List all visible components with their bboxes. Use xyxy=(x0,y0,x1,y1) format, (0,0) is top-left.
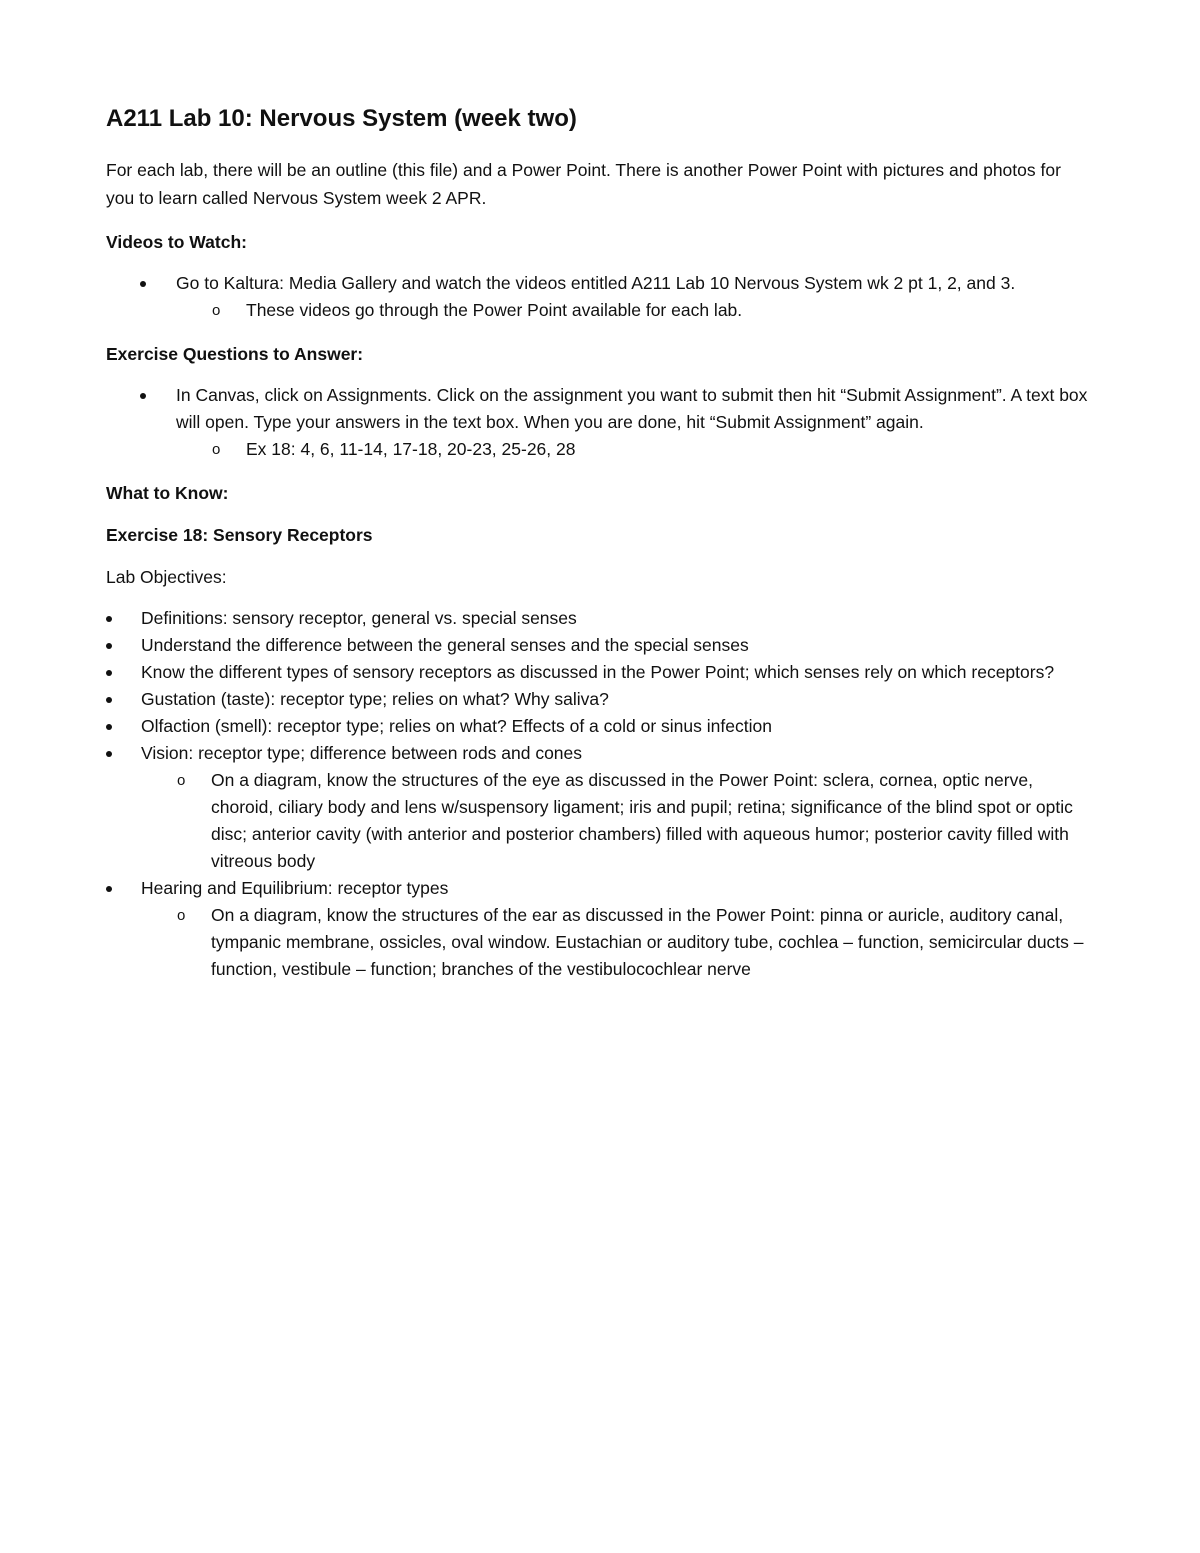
objective-text: Olfaction (smell): receptor type; relies on what? Effects of a cold or sinus infection xyxy=(141,716,772,736)
objective-text: Gustation (taste): receptor type; relies on what? Why saliva? xyxy=(141,689,609,709)
page-title: A211 Lab 10: Nervous System (week two) xyxy=(106,105,577,132)
list-item xyxy=(141,767,1092,875)
what-to-know-heading: What to Know: xyxy=(106,483,229,503)
exercise-questions-sub-text: Ex 18: 4, 6, 11-14, 17-18, 20-23, 25-26, 28 xyxy=(246,439,576,459)
hearing-sublist xyxy=(141,902,1092,983)
list-item xyxy=(106,875,1092,983)
videos-list xyxy=(106,270,1092,324)
list-item xyxy=(106,632,1092,659)
objectives-list xyxy=(106,605,1092,983)
list-item xyxy=(106,270,1092,324)
videos-item-text: Go to Kaltura: Media Gallery and watch the videos entitled A211 Lab 10 Nervous System wk 2 pt 1, 2, and 3. xyxy=(176,273,1016,293)
bullet-icon xyxy=(106,724,112,730)
objective-text: Hearing and Equilibrium: receptor types xyxy=(141,878,449,898)
videos-sublist xyxy=(176,297,1092,324)
bullet-icon xyxy=(106,643,112,649)
bullet-icon xyxy=(106,697,112,703)
circle-bullet-icon: o xyxy=(212,441,221,458)
videos-sub-text: These videos go through the Power Point available for each lab. xyxy=(246,300,743,320)
objective-text: Vision: receptor type; difference between rods and cones xyxy=(141,743,583,763)
bullet-icon xyxy=(140,393,146,399)
exercise18-heading: Exercise 18: Sensory Receptors xyxy=(106,525,373,545)
videos-heading: Videos to Watch: xyxy=(106,232,247,252)
list-item xyxy=(106,382,1092,463)
bullet-icon xyxy=(140,281,146,287)
objective-text: Definitions: sensory receptor, general vs. special senses xyxy=(141,608,577,628)
lab-objectives-label: Lab Objectives: xyxy=(106,567,227,587)
circle-bullet-icon: o xyxy=(212,302,221,319)
list-item xyxy=(176,436,1092,463)
exercise-questions-heading: Exercise Questions to Answer: xyxy=(106,344,364,364)
objective-text: Understand the difference between the general senses and the special senses xyxy=(141,635,749,655)
hearing-sub-text: On a diagram, know the structures of the ear as discussed in the Power Point: pinna or auricle, auditory canal, tympanic membrane, ossicles, oval window. Eustachian or auditory tube, cochlea – function, semicircular ducts – function, vestibule – function; branches of the vestibulocochlear nerve xyxy=(211,905,1084,979)
objective-text: Know the different types of sensory receptors as discussed in the Power Point; which senses rely on which receptors? xyxy=(141,662,1055,682)
exercise-questions-list xyxy=(106,382,1092,463)
list-item xyxy=(176,297,1092,324)
exercise-questions-sublist xyxy=(176,436,1092,463)
list-item xyxy=(106,659,1092,686)
list-item xyxy=(106,740,1092,875)
bullet-icon xyxy=(106,751,112,757)
bullet-icon xyxy=(106,886,112,892)
intro-paragraph: For each lab, there will be an outline (this file) and a Power Point. There is another Power Point with pictures and photos for you to learn called Nervous System week 2 APR. xyxy=(106,160,1061,208)
exercise-questions-item-text: In Canvas, click on Assignments. Click on the assignment you want to submit then hit “Submit Assignment”. A text box will open. Type your answers in the text box. When you are done, hit “Submit Assignment” again. xyxy=(176,385,1088,432)
bullet-icon xyxy=(106,616,112,622)
bullet-icon xyxy=(106,670,112,676)
circle-bullet-icon: o xyxy=(177,907,186,924)
vision-sub-text: On a diagram, know the structures of the eye as discussed in the Power Point: sclera, cornea, optic nerve, choroid, ciliary body and lens w/suspensory ligament; iris and pupil; retina; significance of the blind spot or optic disc; anterior cavity (with anterior and posterior chambers) filled with aqueous humor; posterior cavity filled with vitreous body xyxy=(211,770,1073,871)
list-item xyxy=(141,902,1092,983)
circle-bullet-icon: o xyxy=(177,772,186,789)
list-item xyxy=(106,605,1092,632)
list-item xyxy=(106,686,1092,713)
list-item xyxy=(106,713,1092,740)
vision-sublist xyxy=(141,767,1092,875)
